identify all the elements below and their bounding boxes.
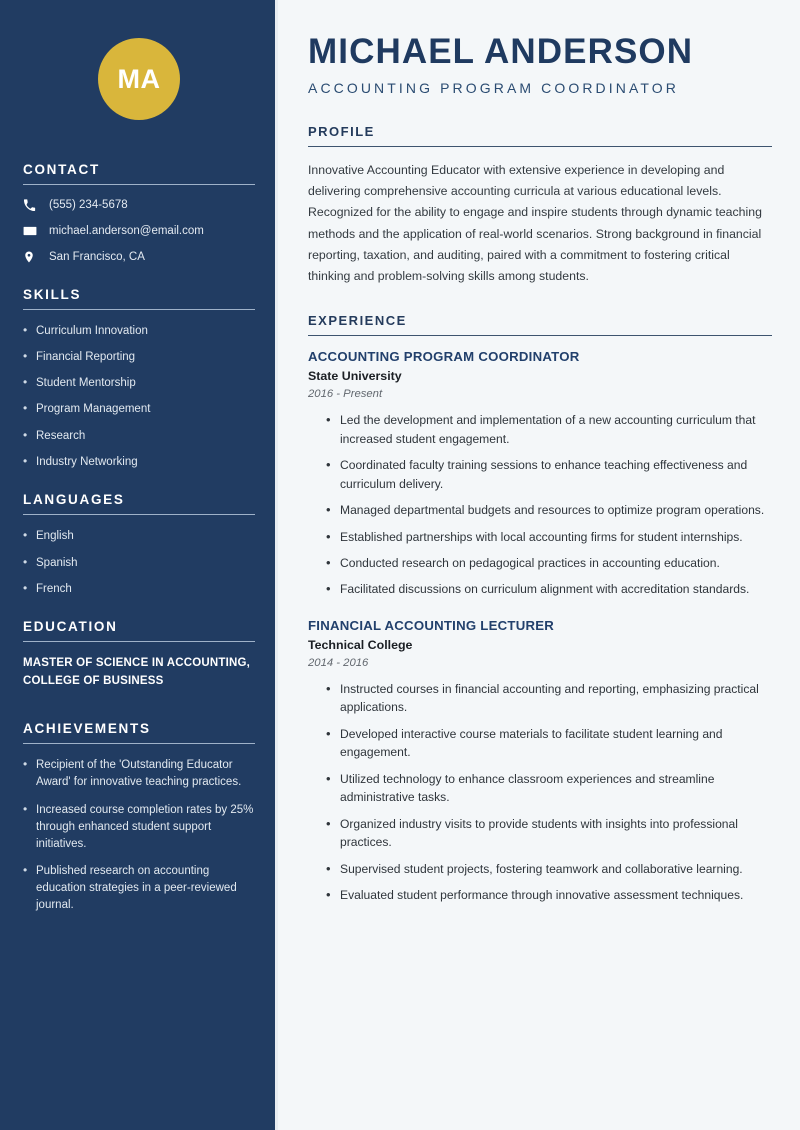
list-item: • Organized industry visits to provide students with insights into professional practices. <box>326 815 772 852</box>
experience-heading: EXPERIENCE <box>308 312 407 328</box>
sidebar-section-education <box>23 619 255 691</box>
sidebar-section-contact <box>23 162 255 265</box>
profile-heading: PROFILE <box>308 123 375 139</box>
skills-heading: SKILLS <box>23 286 82 302</box>
contact-email-value: michael.anderson@email.com <box>49 224 204 237</box>
job-subtitle: ACCOUNTING PROGRAM COORDINATOR <box>308 79 679 96</box>
list-item: • Supervised student projects, fostering teamwork and collaborative learning. <box>326 860 772 879</box>
skills-list <box>23 323 255 471</box>
list-item: • Evaluated student performance through innovative assessment techniques. <box>326 886 772 905</box>
contact-heading: CONTACT <box>23 162 100 177</box>
list-item: • French <box>23 581 255 598</box>
contact-row-location[interactable] <box>23 250 255 265</box>
phone-icon <box>23 199 40 212</box>
education-heading: EDUCATION <box>23 619 118 635</box>
experience-bullet-list <box>308 411 772 598</box>
experience-item <box>308 618 772 905</box>
experience-job-title: ACCOUNTING PROGRAM COORDINATOR <box>308 349 580 365</box>
list-item: • Developed interactive course materials to facilitate student learning and engagement. <box>326 725 772 762</box>
list-item: • Financial Reporting <box>23 349 255 366</box>
experience-dates: 2014 - 2016 <box>308 656 369 669</box>
list-item: • Published research on accounting education strategies in a peer-reviewed journal. <box>23 863 255 914</box>
languages-list <box>23 528 255 597</box>
list-item: • Instructed courses in financial accounting and reporting, emphasizing practical applications. <box>326 680 772 717</box>
contact-divider <box>23 184 255 185</box>
experience-divider <box>308 335 772 336</box>
achievements-divider <box>23 743 255 744</box>
map-pin-icon <box>23 250 40 264</box>
envelope-icon <box>23 224 40 238</box>
languages-heading: LANGUAGES <box>23 492 125 508</box>
contact-row-phone[interactable] <box>23 198 255 213</box>
list-item: • Curriculum Innovation <box>23 323 255 340</box>
sidebar-section-languages <box>23 492 255 597</box>
list-item: • Recipient of the 'Outstanding Educator Award' for innovative teaching practices. <box>23 757 255 791</box>
list-item: • Program Management <box>23 401 255 418</box>
sidebar <box>0 0 278 1130</box>
profile-text: Innovative Accounting Educator with extensive experience in developing and delivering comprehensive accounting curricula at various educational levels. Recognized for the ability to engage and inspire students through dynamic teaching methods and the application of real-world scenarios. Strong background in financial reporting, taxation, and auditing, paired with a commitment to fostering critical thinking and problem-solving skills among students. <box>308 163 762 283</box>
experience-item <box>308 349 772 598</box>
list-item: • Utilized technology to enhance classroom experiences and streamline administrative tasks. <box>326 770 772 807</box>
list-item: • Spanish <box>23 555 255 572</box>
experience-dates: 2016 - Present <box>308 388 383 401</box>
profile-divider <box>308 146 772 147</box>
main-content <box>278 0 800 1130</box>
sidebar-section-achievements <box>23 721 255 914</box>
section-profile <box>308 124 772 287</box>
education-entry: MASTER OF SCIENCE IN ACCOUNTING, COLLEGE OF BUSINESS <box>23 657 251 688</box>
list-item: • Increased course completion rates by 25% through enhanced student support initiatives. <box>23 802 255 853</box>
contact-phone-value: (555) 234-5678 <box>49 199 128 211</box>
skills-divider <box>23 309 255 310</box>
experience-bullet-list <box>308 680 772 905</box>
list-item: • Facilitated discussions on curriculum alignment with accreditation standards. <box>326 580 772 599</box>
section-experience <box>308 313 772 905</box>
achievements-heading: ACHIEVEMENTS <box>23 720 151 736</box>
list-item: • Led the development and implementation of a new accounting curriculum that increased student engagement. <box>326 411 772 448</box>
experience-job-title: FINANCIAL ACCOUNTING LECTURER <box>308 617 555 633</box>
education-divider <box>23 641 255 642</box>
list-item: • Managed departmental budgets and resources to optimize program operations. <box>326 501 772 520</box>
achievements-list <box>23 757 255 914</box>
experience-company: Technical College <box>308 637 413 652</box>
experience-company: State University <box>308 369 402 384</box>
list-item: • Industry Networking <box>23 454 255 471</box>
sidebar-section-skills <box>23 287 255 471</box>
avatar-container <box>23 0 255 162</box>
list-item: • Coordinated faculty training sessions to enhance teaching effectiveness and curriculum delivery. <box>326 456 772 493</box>
list-item: • English <box>23 528 255 545</box>
list-item: • Student Mentorship <box>23 375 255 392</box>
languages-divider <box>23 514 255 515</box>
list-item: • Research <box>23 428 255 445</box>
contact-row-email[interactable] <box>23 224 255 239</box>
avatar: MA <box>98 38 180 120</box>
page-title: MICHAEL ANDERSON <box>308 32 694 71</box>
contact-location-value: San Francisco, CA <box>49 250 145 263</box>
list-item: • Conducted research on pedagogical practices in accounting education. <box>326 554 772 573</box>
list-item: • Established partnerships with local accounting firms for student internships. <box>326 528 772 547</box>
